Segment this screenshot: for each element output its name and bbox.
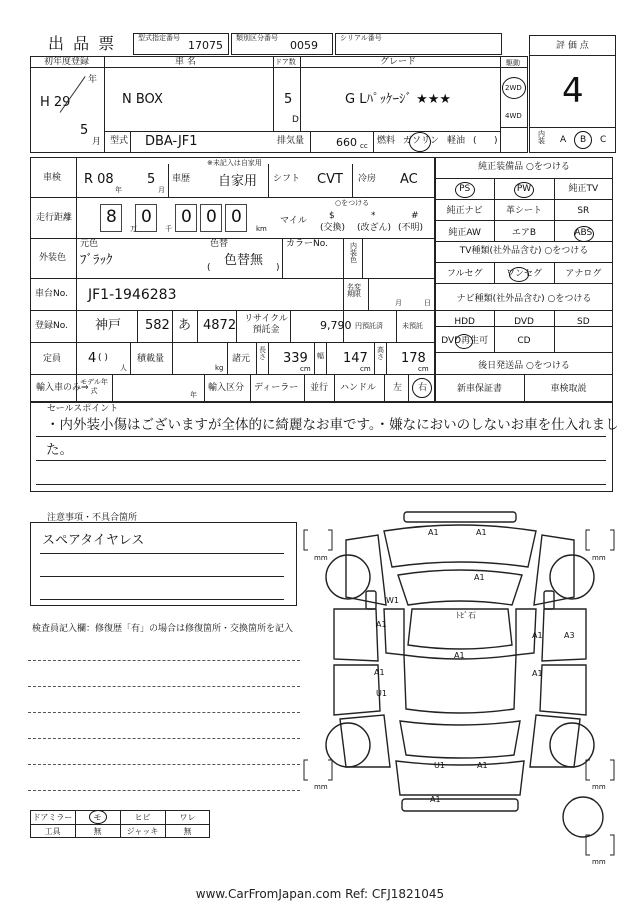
mirror-cell: ジャッキ bbox=[126, 827, 159, 836]
drive-label: 駆動 bbox=[506, 59, 520, 67]
inspection-month: 5 bbox=[147, 172, 156, 187]
mileage-digit: 8 bbox=[106, 207, 117, 227]
sales-point-line1: ・内外装小傷はございますが全体的に綺麗なお車です。・嫌なにおいのしないお車を仕入れまし bbox=[46, 417, 619, 433]
history-label: 車歴 bbox=[172, 174, 191, 184]
navi-item: CD bbox=[517, 336, 531, 346]
width-label: 幅 bbox=[317, 352, 324, 360]
mileage-hash: # bbox=[411, 211, 419, 221]
mirror-cell: 無 bbox=[183, 827, 192, 836]
equip-item: 純正ナビ bbox=[446, 206, 483, 216]
chassis-value: JF1-1946283 bbox=[88, 287, 177, 303]
ac-label: 冷房 bbox=[358, 174, 377, 184]
length-value: 339 bbox=[283, 351, 308, 366]
equip-item: PW bbox=[516, 184, 532, 194]
mm-unit: mm bbox=[592, 783, 606, 791]
repaint-paren-close: ) bbox=[276, 263, 280, 273]
navi-item: SD bbox=[576, 317, 590, 327]
grade-value: G Lﾊﾟｯｹｰｼﾞ ★★★ bbox=[345, 92, 452, 107]
equip-col-line bbox=[494, 310, 495, 352]
repaint-label: 色替 bbox=[210, 239, 229, 249]
navi-item: HDD bbox=[454, 317, 475, 327]
damage-label: A1 bbox=[532, 631, 543, 640]
damage-label: A3 bbox=[564, 631, 575, 640]
mileage-km: km bbox=[256, 225, 267, 233]
mirror-cell: モ bbox=[93, 813, 102, 822]
damage-label: A1 bbox=[428, 528, 439, 537]
damage-label: U1 bbox=[376, 689, 387, 698]
equip-item: エアB bbox=[511, 228, 537, 238]
mirror-cell: ワレ bbox=[179, 813, 196, 822]
drive-2wd: 2WD bbox=[505, 84, 522, 92]
height-value: 178 bbox=[401, 351, 426, 366]
inspection-year-unit: 年 bbox=[115, 186, 122, 194]
equip-item: 革シート bbox=[505, 206, 542, 216]
mirror-cell: ヒビ bbox=[134, 813, 151, 822]
footer-ref: www.CarFromJapan.com Ref: CFJ1821045 bbox=[195, 887, 445, 901]
mirror-cell: 工具 bbox=[44, 827, 61, 836]
car-damage-diagram bbox=[300, 505, 620, 870]
equip-row-line bbox=[435, 220, 613, 221]
name-change-month: 月 bbox=[395, 299, 402, 307]
recycle-value: 9,790 bbox=[320, 319, 352, 332]
interior-b-circle bbox=[574, 131, 592, 149]
handle-right-circle bbox=[412, 378, 432, 398]
class-no: 0059 bbox=[290, 39, 318, 52]
dvd-play-circle bbox=[455, 334, 473, 349]
mileage-label: 走行距離 bbox=[36, 213, 73, 223]
inspection-month-unit: 月 bbox=[158, 186, 165, 194]
drive-4wd: 4WD bbox=[505, 112, 522, 120]
score-value: 4 bbox=[562, 71, 584, 111]
repaint-paren-open: ( bbox=[207, 263, 211, 273]
height-label: 高さ bbox=[377, 346, 384, 361]
length-cm: cm bbox=[300, 365, 311, 373]
navi-item: DVD bbox=[514, 317, 534, 327]
type-no-label: 型式指定番号 bbox=[138, 34, 180, 42]
import-dealer: ディーラー bbox=[254, 383, 299, 393]
damage-label: A1 bbox=[454, 651, 465, 660]
capacity-value: 4 bbox=[88, 351, 97, 366]
equip-row-line bbox=[435, 326, 613, 327]
fuel-diesel: 軽油 bbox=[447, 136, 466, 146]
orig-color-label: 元色 bbox=[80, 239, 99, 249]
equip-col-line bbox=[554, 310, 555, 352]
doors-label: ドア数 bbox=[275, 58, 296, 66]
mileage-mile: マイル bbox=[280, 216, 307, 226]
reg-label: 登録No. bbox=[35, 321, 68, 331]
equip-col-line bbox=[494, 178, 495, 241]
load-kg: kg bbox=[215, 364, 224, 372]
interior-c: C bbox=[600, 135, 607, 145]
width-value: 147 bbox=[343, 351, 368, 366]
sheet-title: 出 品 票 bbox=[48, 34, 117, 53]
mirror-cell: ドアミラー bbox=[32, 813, 73, 822]
mileage-digit: 0 bbox=[231, 207, 242, 227]
tv-item: ワンセグ bbox=[505, 269, 542, 279]
damage-label: W1 bbox=[386, 596, 399, 605]
load-label: 積載量 bbox=[137, 354, 165, 364]
height-cm: cm bbox=[418, 365, 429, 373]
oneseg-circle bbox=[509, 267, 529, 282]
notes-label: 注意事項・不具合箇所 bbox=[47, 513, 138, 523]
mm-unit: mm bbox=[314, 783, 328, 791]
mirror-cell: 無 bbox=[93, 827, 102, 836]
mileage-star: * bbox=[371, 211, 376, 221]
interior-a: A bbox=[560, 135, 567, 145]
recycle-unpaid: 未預託 bbox=[402, 322, 423, 330]
mileage-digit: 0 bbox=[181, 207, 192, 227]
model-value: DBA-JF1 bbox=[145, 134, 198, 149]
equip-item: SR bbox=[577, 206, 590, 216]
damage-label: A1 bbox=[532, 669, 543, 678]
first-reg-era: H 29 bbox=[40, 95, 71, 110]
handle-label: ハンドル bbox=[340, 383, 377, 393]
damage-label: A1 bbox=[476, 528, 487, 537]
recycle-label: リサイクル預託金 bbox=[244, 314, 288, 335]
equip-row-line bbox=[435, 262, 613, 263]
damage-label: A1 bbox=[474, 573, 485, 582]
equip-col-line bbox=[524, 374, 525, 402]
interior-b: B bbox=[580, 135, 587, 145]
later-title: 後日発送品 ○をつける bbox=[478, 361, 570, 371]
abs-circle bbox=[574, 226, 594, 242]
equip-item: 純正TV bbox=[568, 184, 599, 194]
damage-label: A1 bbox=[430, 795, 441, 804]
mileage-sen: 千 bbox=[165, 225, 172, 233]
fuel-gasoline-circle bbox=[409, 132, 431, 152]
shift-value: CVT bbox=[317, 172, 343, 187]
mileage-tamper: (改ざん) bbox=[357, 223, 392, 233]
import-parallel: 並行 bbox=[310, 383, 329, 393]
model-year-unit: 年 bbox=[190, 391, 197, 399]
fuel-gasoline: ガソリン bbox=[403, 136, 440, 146]
month-unit: 月 bbox=[92, 137, 102, 147]
length-label: 長さ bbox=[259, 346, 266, 361]
reg-kana: あ bbox=[178, 318, 192, 333]
equip-row-line bbox=[435, 352, 613, 353]
handle-right: 右 bbox=[418, 383, 428, 393]
first-reg-label: 初年度登録 bbox=[44, 57, 90, 67]
score-label: 評 価 点 bbox=[556, 41, 589, 51]
damage-label: ﾄﾋﾞ石 bbox=[456, 611, 476, 620]
fuel-paren-close: ) bbox=[494, 136, 498, 146]
mirror-mo-circle bbox=[89, 810, 107, 824]
capacity-unit: 人 bbox=[120, 364, 127, 372]
later-item: 車検取説 bbox=[550, 384, 587, 394]
capacity-label: 定員 bbox=[43, 354, 62, 364]
equip-item: PS bbox=[459, 184, 471, 194]
chassis-label: 車台No. bbox=[35, 289, 68, 299]
tv-item: フルセグ bbox=[446, 269, 483, 279]
width-cm: cm bbox=[360, 365, 371, 373]
recycle-unit: 円預託済 bbox=[355, 322, 383, 330]
damage-label: A1 bbox=[477, 761, 488, 770]
mileage-man: 万 bbox=[130, 225, 137, 233]
mileage-digit: 0 bbox=[206, 207, 217, 227]
doors-value: 5 bbox=[284, 92, 293, 107]
inspection-era: R 08 bbox=[84, 172, 114, 187]
damage-label: A1 bbox=[374, 668, 385, 677]
mileage-exchange: (交換) bbox=[320, 223, 346, 233]
interior-label: 内装 bbox=[538, 130, 545, 145]
mileage-unknown: (不明) bbox=[398, 223, 424, 233]
reg-area: 神戸 bbox=[95, 318, 122, 333]
import-class-label: 輸入区分 bbox=[208, 383, 245, 393]
sales-point-line2: た。 bbox=[46, 442, 73, 458]
reg-number: 4872 bbox=[203, 318, 237, 333]
tv-item: アナログ bbox=[565, 269, 602, 279]
grade-label: グレード bbox=[380, 57, 417, 67]
orig-color: ﾌﾞﾗｯｸ bbox=[80, 253, 113, 268]
damage-label: A1 bbox=[376, 620, 387, 629]
import-label: 輸入車のみ⇒ bbox=[36, 383, 89, 393]
car-name-label: 車 名 bbox=[175, 57, 196, 67]
mileage-digit: 0 bbox=[141, 207, 152, 227]
color-no-label: カラーNo. bbox=[286, 239, 328, 249]
fuel-paren-open: ( bbox=[473, 136, 477, 146]
later-item: 新車保証書 bbox=[456, 384, 502, 394]
equip-col-line bbox=[554, 262, 555, 283]
history-value: 自家用 bbox=[218, 174, 258, 189]
ps-circle bbox=[455, 182, 475, 198]
door-suffix: D bbox=[292, 115, 299, 125]
inspector-label: 検査員記入欄：修復歴「有」の場合は修復箇所・交換箇所を記入 bbox=[32, 624, 294, 634]
first-reg-month: 5 bbox=[80, 123, 89, 138]
color-label: 外装色 bbox=[39, 253, 67, 263]
equip-row-line bbox=[435, 310, 613, 311]
mm-unit: mm bbox=[592, 554, 606, 562]
navi-item: DVD再生可 bbox=[441, 336, 489, 346]
displacement-label: 排気量 bbox=[277, 136, 305, 146]
mileage-circle-note: ○をつける bbox=[335, 199, 370, 207]
pw-circle bbox=[514, 182, 534, 198]
handle-left: 左 bbox=[393, 383, 403, 393]
equip-row-line bbox=[435, 199, 613, 200]
displacement-unit: cc bbox=[360, 142, 368, 150]
year-unit: 年 bbox=[88, 75, 98, 85]
equip-item: ABS bbox=[574, 228, 593, 238]
mileage-dollar: $ bbox=[329, 211, 335, 221]
name-change-day: 日 bbox=[424, 299, 431, 307]
notes-line1: スペアタイヤレス bbox=[42, 533, 145, 548]
shift-label: シフト bbox=[273, 174, 301, 184]
equip-row-line bbox=[435, 178, 613, 179]
navi-title: ナビ種類(社外品含む) ○をつける bbox=[456, 294, 592, 304]
type-no: 17075 bbox=[188, 39, 223, 52]
equip-col-line bbox=[554, 178, 555, 241]
drive-2wd-circle bbox=[502, 77, 526, 99]
displacement-value: 660 bbox=[336, 136, 357, 149]
ac-value: AC bbox=[400, 172, 418, 187]
repaint-value: 色替無 bbox=[224, 253, 264, 268]
sales-point-box bbox=[30, 402, 613, 492]
equip-title: 純正装備品 ○をつける bbox=[478, 162, 570, 172]
model-year-label: モデル年式 bbox=[80, 378, 108, 396]
equip-row-line bbox=[435, 283, 613, 284]
mm-unit: mm bbox=[314, 554, 328, 562]
tv-title: TV種類(社外品含む) ○をつける bbox=[459, 246, 589, 256]
equip-col-line bbox=[494, 262, 495, 283]
history-note: ※未記入は自家用 bbox=[207, 159, 262, 167]
serial-label: シリアル番号 bbox=[340, 34, 382, 42]
class-no-label: 類別区分番号 bbox=[236, 34, 278, 42]
model-label: 型式 bbox=[110, 136, 129, 146]
dimensions-label: 諸元 bbox=[232, 354, 251, 364]
sales-point-label: セールスポイント bbox=[47, 404, 119, 414]
name-change-label: 名変期限 bbox=[347, 283, 361, 298]
equip-item: 純正AW bbox=[448, 228, 481, 238]
capacity-paren: ( ) bbox=[98, 353, 108, 363]
fuel-label: 燃料 bbox=[377, 136, 396, 146]
inspection-label: 車検 bbox=[43, 173, 62, 183]
reg-class: 582 bbox=[145, 318, 170, 333]
int-color-label: 内装色 bbox=[350, 242, 357, 264]
damage-label: U1 bbox=[434, 761, 445, 770]
car-name: N BOX bbox=[122, 92, 163, 107]
mm-unit: mm bbox=[592, 858, 606, 866]
